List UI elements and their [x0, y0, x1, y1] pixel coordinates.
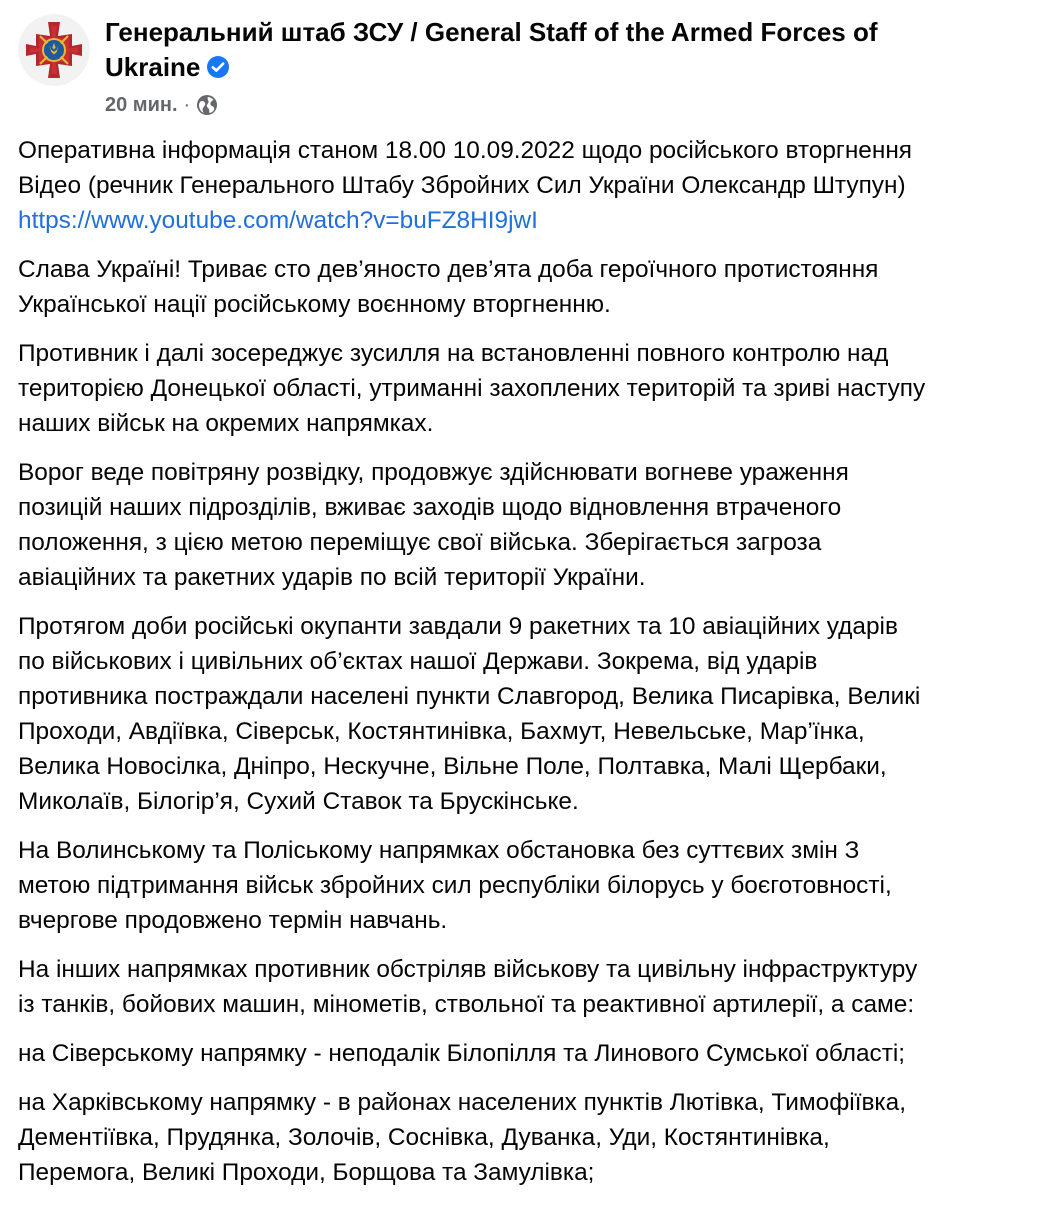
paragraph-line: Дементіївка, Прудянка, Золочів, Соснівка, Дуванка, Уди, Костянтинівка,	[18, 1124, 830, 1151]
paragraph-line: Слава Україні! Триває сто дев’яносто дев’ята доба героїчного протистояння	[18, 256, 879, 283]
meta-separator: ·	[183, 94, 191, 116]
paragraph	[18, 1085, 1023, 1190]
paragraph-line: Ворог веде повітряну розвідку, продовжує здійснювати вогневе ураження	[18, 459, 849, 486]
paragraph	[18, 833, 1023, 938]
paragraph	[18, 336, 1023, 441]
avatar[interactable]	[18, 14, 90, 86]
paragraph-line: позицій наших підрозділів, вживає заходів щодо відновлення втраченого	[18, 494, 842, 521]
post-body	[18, 133, 1023, 1204]
page-name-line2[interactable]: Ukraine	[105, 52, 201, 82]
paragraph-line: Велика Новосілка, Дніпро, Нескучне, Вільне Поле, Полтавка, Малі Щербаки,	[18, 753, 887, 780]
paragraph-line: противника постраждали населені пункти Славгород, Велика Писарівка, Великі	[18, 683, 921, 710]
paragraph-line: наших військ на окремих напрямках.	[18, 410, 434, 437]
ukraine-armed-forces-emblem-icon	[18, 14, 90, 86]
paragraph-line: положення, з цією метою переміщує свої війська. Зберігається загроза	[18, 529, 822, 556]
paragraph	[18, 609, 1023, 819]
paragraph-line: по військових і цивільних об’єктах нашої Держави. Зокрема, від ударів	[18, 648, 818, 675]
paragraph	[18, 1036, 1023, 1071]
paragraph-line: Проходи, Авдіївка, Сіверськ, Костянтинівка, Бахмут, Невельське, Мар’їнка,	[18, 718, 865, 745]
page-name-line1[interactable]: Генеральний штаб ЗСУ / General Staff of the Armed Forces of	[105, 17, 878, 47]
globe-icon[interactable]	[196, 94, 218, 116]
intro-line: Відео (речник Генерального Штабу Збройних Сил України Олександр Штупун)	[18, 172, 906, 199]
verified-badge-icon	[206, 55, 230, 79]
paragraph-line: на Сіверському напрямку - неподалік Білопілля та Линового Сумської області;	[18, 1040, 906, 1067]
paragraph-line: Противник і далі зосереджує зусилля на встановленні повного контролю над	[18, 340, 889, 367]
paragraph-line: На інших напрямках противник обстріляв військову та цивільну інфраструктуру	[18, 956, 918, 983]
paragraph	[18, 252, 1023, 322]
post-meta	[105, 93, 218, 117]
post-timestamp[interactable]: 20 мин.	[105, 94, 178, 116]
paragraph-line: На Волинському та Поліському напрямках обстановка без суттєвих змін З	[18, 837, 860, 864]
intro-line: Оперативна інформація станом 18.00 10.09.2022 щодо російського вторгнення	[18, 137, 912, 164]
paragraph-line: на Харківському напрямку - в районах населених пунктів Лютівка, Тимофіївка,	[18, 1089, 906, 1116]
paragraph-line: Української нації російському воєнному вторгненню.	[18, 291, 611, 318]
post-header	[18, 14, 1018, 124]
post-intro	[18, 133, 1023, 238]
paragraph-line: вчергове продовжено термін навчань.	[18, 907, 448, 934]
paragraph-line: Перемога, Великі Проходи, Борщова та Замулівка;	[18, 1159, 595, 1186]
paragraph-line: територією Донецької області, утриманні захоплених територій та зриві наступу	[18, 375, 926, 402]
paragraph	[18, 952, 1023, 1022]
page-name-link[interactable]	[105, 15, 985, 85]
paragraph-line: Миколаїв, Білогір’я, Сухий Ставок та Брускінське.	[18, 788, 579, 815]
youtube-link[interactable]: https://www.youtube.com/watch?v=buFZ8HI9jwI	[18, 207, 538, 234]
paragraph-line: метою підтримання військ збройних сил республіки білорусь у боєготовності,	[18, 872, 892, 899]
paragraph	[18, 455, 1023, 595]
paragraph-line: Протягом доби російські окупанти завдали 9 ракетних та 10 авіаційних ударів	[18, 613, 898, 640]
paragraph-line: авіаційних та ракетних ударів по всій території України.	[18, 564, 646, 591]
paragraph-line: із танків, бойових машин, мінометів, ствольної та реактивної артилерії, а саме:	[18, 991, 915, 1018]
